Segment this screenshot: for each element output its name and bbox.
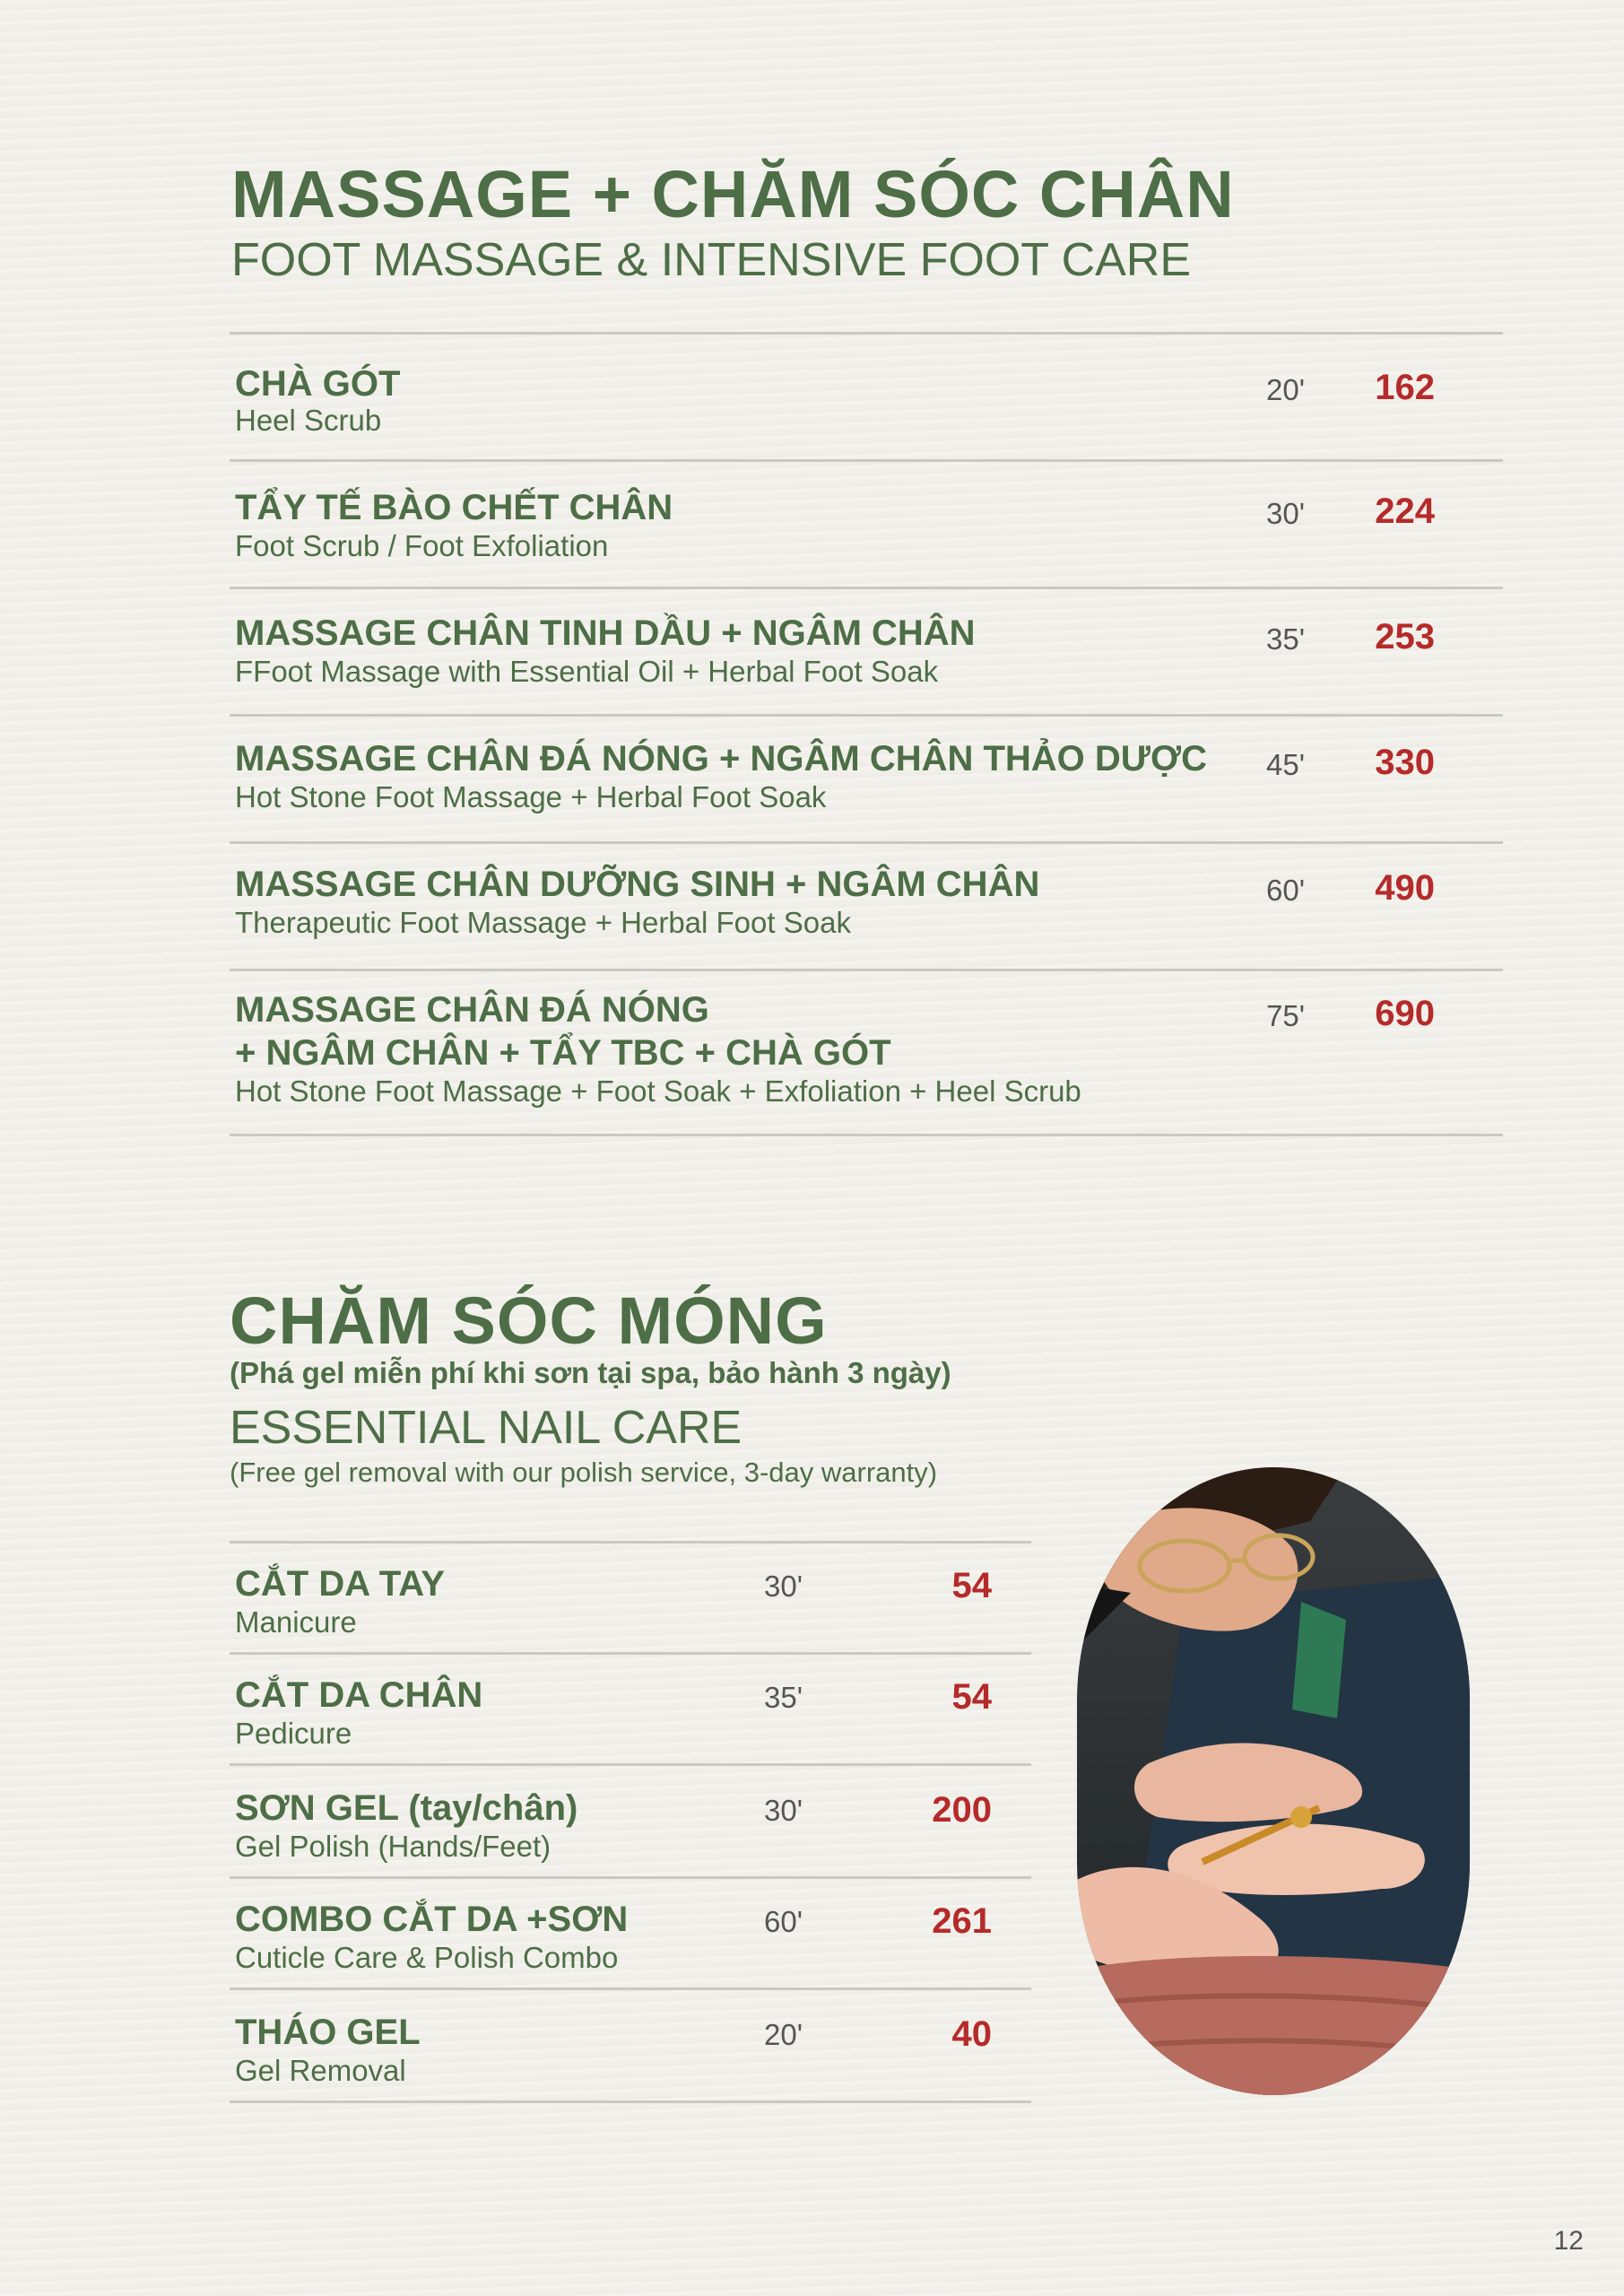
service-name-en: Hot Stone Foot Massage + Foot Soak + Exfoliation + Heel Scrub bbox=[235, 1074, 1081, 1108]
divider bbox=[230, 587, 1503, 589]
service-name-en: Manicure bbox=[235, 1605, 357, 1639]
service-price: 224 bbox=[1375, 491, 1435, 531]
service-price: 490 bbox=[1375, 868, 1435, 908]
service-duration: 35' bbox=[1266, 622, 1306, 656]
service-name-vn: TẨY TẾ BÀO CHẾT CHÂN bbox=[235, 488, 673, 527]
service-name-vn: MASSAGE CHÂN TINH DẦU + NGÂM CHÂN bbox=[235, 613, 976, 653]
service-price: 54 bbox=[951, 1566, 992, 1605]
divider bbox=[230, 1134, 1503, 1136]
service-name-en: Pedicure bbox=[235, 1717, 352, 1750]
divider bbox=[230, 2100, 1031, 2103]
divider bbox=[230, 1652, 1031, 1655]
service-duration: 20' bbox=[1266, 373, 1306, 406]
service-price: 253 bbox=[1375, 617, 1435, 657]
service-duration: 45' bbox=[1266, 748, 1306, 781]
service-duration: 30' bbox=[764, 1570, 803, 1603]
service-duration: 30' bbox=[764, 1794, 803, 1827]
section1-title: MASSAGE + CHĂM SÓC CHÂN bbox=[231, 157, 1235, 231]
service-price: 330 bbox=[1375, 743, 1435, 782]
service-duration: 75' bbox=[1266, 999, 1306, 1032]
section2-note-vn: (Phá gel miễn phí khi sơn tại spa, bảo hành 3 ngày) bbox=[230, 1356, 951, 1389]
section2-title: CHĂM SÓC MÓNG bbox=[230, 1283, 828, 1358]
divider bbox=[230, 841, 1503, 844]
service-price: 261 bbox=[932, 1901, 992, 1941]
divider bbox=[230, 969, 1503, 971]
divider bbox=[230, 1541, 1031, 1544]
service-name-vn: CHÀ GÓT bbox=[235, 364, 401, 404]
service-name-vn: COMBO CẮT DA +SƠN bbox=[235, 1900, 629, 1939]
service-name-vn: MASSAGE CHÂN DƯỠNG SINH + NGÂM CHÂN bbox=[235, 865, 1040, 904]
service-name-vn: MASSAGE CHÂN ĐÁ NÓNG bbox=[235, 990, 709, 1030]
service-name-vn: MASSAGE CHÂN ĐÁ NÓNG + NGÂM CHÂN THẢO DƯỢC bbox=[235, 739, 1207, 778]
service-name-en: Therapeutic Foot Massage + Herbal Foot Soak bbox=[235, 906, 851, 939]
service-name-en: Hot Stone Foot Massage + Herbal Foot Soak bbox=[235, 780, 827, 813]
service-name-en: FFoot Massage with Essential Oil + Herbal Foot Soak bbox=[235, 655, 939, 688]
service-price: 54 bbox=[951, 1677, 992, 1717]
service-duration: 35' bbox=[764, 1681, 803, 1714]
divider bbox=[230, 459, 1503, 462]
service-name-vn-line2: + NGÂM CHÂN + TẨY TBC + CHÀ GÓT bbox=[235, 1033, 891, 1073]
section1-subtitle: FOOT MASSAGE & INTENSIVE FOOT CARE bbox=[231, 234, 1192, 286]
divider bbox=[230, 1987, 1031, 1990]
manicure-illustration bbox=[1077, 1467, 1470, 2095]
service-name-en: Gel Removal bbox=[235, 2054, 406, 2087]
divider bbox=[230, 714, 1503, 717]
service-duration: 20' bbox=[764, 2018, 803, 2051]
divider bbox=[230, 1763, 1031, 1766]
service-name-en: Cuticle Care & Polish Combo bbox=[235, 1941, 619, 1974]
manicure-photo bbox=[1077, 1467, 1470, 2095]
service-price: 40 bbox=[951, 2014, 992, 2054]
service-price: 690 bbox=[1375, 994, 1435, 1033]
service-name-vn: SƠN GEL (tay/chân) bbox=[235, 1788, 578, 1828]
page-number: 12 bbox=[1553, 2226, 1584, 2256]
service-name-en: Foot Scrub / Foot Exfoliation bbox=[235, 529, 609, 562]
service-duration: 60' bbox=[764, 1905, 803, 1938]
divider bbox=[230, 332, 1503, 335]
service-name-vn: THÁO GEL bbox=[235, 2013, 421, 2052]
service-name-en: Gel Polish (Hands/Feet) bbox=[235, 1830, 551, 1863]
service-price: 162 bbox=[1375, 368, 1435, 407]
service-name-en: Heel Scrub bbox=[235, 404, 382, 437]
service-name-vn: CẮT DA TAY bbox=[235, 1564, 446, 1604]
service-price: 200 bbox=[932, 1790, 992, 1830]
section2-subtitle: ESSENTIAL NAIL CARE bbox=[230, 1402, 743, 1454]
service-duration: 60' bbox=[1266, 874, 1306, 907]
divider bbox=[230, 1876, 1031, 1879]
section2-note-en: (Free gel removal with our polish service, 3-day warranty) bbox=[230, 1457, 938, 1488]
service-duration: 30' bbox=[1266, 497, 1306, 530]
service-name-vn: CẮT DA CHÂN bbox=[235, 1675, 483, 1715]
